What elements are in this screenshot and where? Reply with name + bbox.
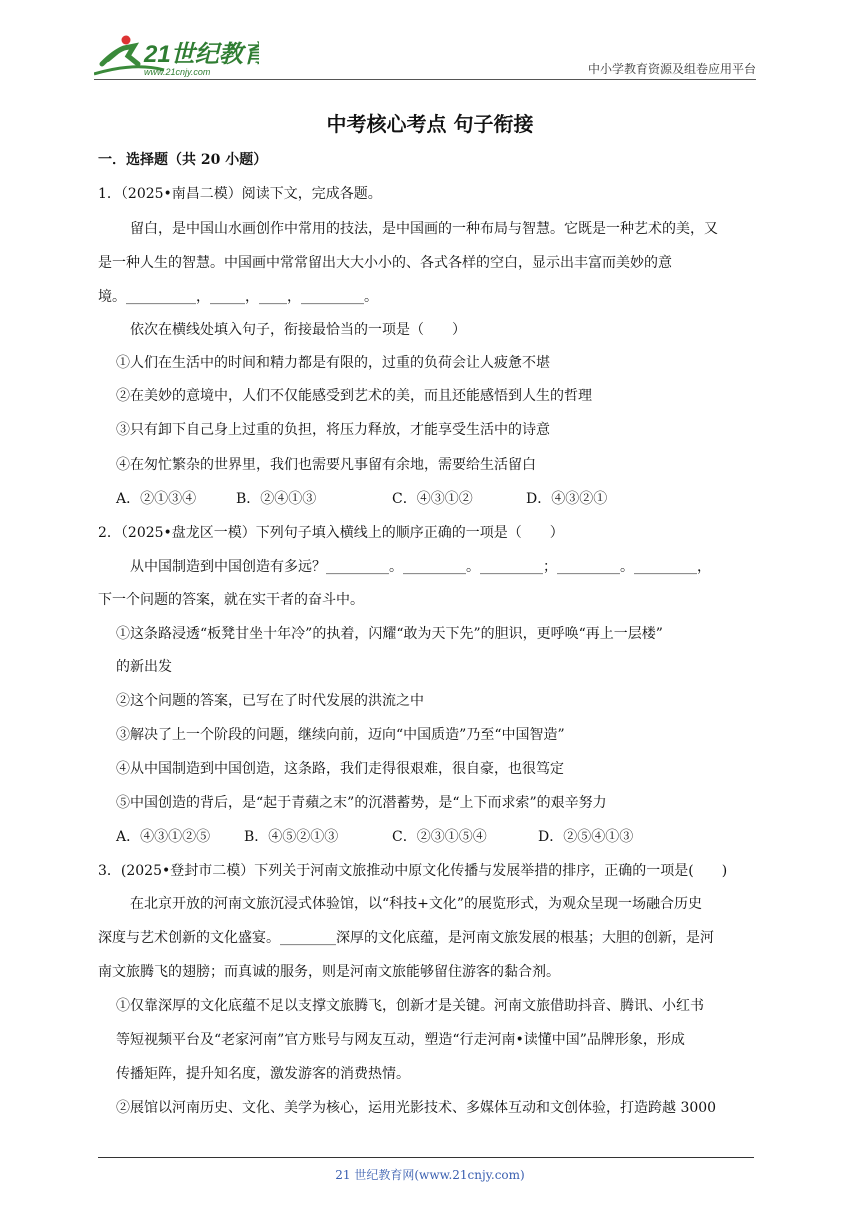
q3-sentence-1-cont: 传播矩阵，提升知名度，激发游客的消费热情。 — [116, 1066, 410, 1082]
page-header — [0, 0, 860, 80]
q1-choice-a[interactable]: A．②①③④ — [116, 491, 197, 507]
q2-passage-line: 下一个问题的答案，就在实干者的奋斗中。 — [98, 592, 364, 608]
header-divider — [94, 79, 756, 80]
q1-question: 依次在横线处填入句子，衔接最恰当的一项是（ ） — [130, 322, 466, 338]
q3-sentence-1-cont: 等短视频平台及“老家河南”官方账号与网友互动，塑造“行走河南•读懂中国”品牌形象，形成 — [116, 1032, 685, 1048]
q1-sentence-1: ①人们在生活中的时间和精力都是有限的，过重的负荷会让人疲惫不堪 — [116, 355, 550, 371]
q2-sentence-4: ④从中国制造到中国创造，这条路，我们走得很艰难，很自豪，也很笃定 — [116, 761, 564, 777]
platform-name: 中小学教育资源及组卷应用平台 — [587, 62, 756, 76]
q2-stem: 2．（2025•盘龙区一模）下列句子填入横线上的顺序正确的一项是（ ） — [98, 525, 564, 541]
q2-choice-c[interactable]: C．②③①⑤④ — [392, 829, 487, 845]
q1-sentence-3: ③只有卸下自己身上过重的负担，将压力释放，才能享受生活中的诗意 — [116, 422, 550, 438]
q3-sentence-1: ①仅靠深厚的文化底蕴不足以支撑文旅腾飞，创新才是关键。河南文旅借助抖音、腾讯、小红书 — [116, 998, 704, 1014]
q1-sentence-4: ④在匆忙繁杂的世界里，我们也需要凡事留有余地，需要给生活留白 — [116, 457, 536, 473]
q1-passage-line: 留白，是中国山水画创作中常用的技法，是中国画的一种布局与智慧。它既是一种艺术的美，又 — [130, 221, 718, 237]
runner-logo-icon — [94, 34, 259, 78]
q1-sentence-2: ②在美妙的意境中，人们不仅能感受到艺术的美，而且还能感悟到人生的哲理 — [116, 388, 592, 404]
q1-choices — [116, 489, 607, 509]
q2-choice-d[interactable]: D．②⑤④①③ — [538, 829, 634, 845]
q3-sentence-2: ②展馆以河南历史、文化、美学为核心，运用光影技术、多媒体互动和文创体验，打造跨越 3000 — [116, 1100, 717, 1116]
page-title: 中考核心考点 句子衔接 — [326, 112, 534, 136]
section-heading: 一．选择题（共 20 小题） — [98, 152, 268, 168]
q1-passage-line: 境。__________，_____，____，_________。 — [98, 289, 378, 305]
q1-choice-c[interactable]: C．④③①② — [392, 491, 473, 507]
q2-choice-a[interactable]: A．④③①②⑤ — [116, 829, 211, 845]
site-logo — [94, 34, 259, 78]
q2-sentence-1: ①这条路浸透“板凳甘坐十年冷”的执着，闪耀“敢为天下先”的胆识，更呼唤“再上一层楼” — [116, 626, 663, 642]
q3-passage-line: 南文旅腾飞的翅膀；而真诚的服务，则是河南文旅能够留住游客的黏合剂。 — [98, 964, 560, 980]
q1-stem: 1．（2025•南昌二模）阅读下文，完成各题。 — [98, 186, 382, 202]
q2-sentence-2: ②这个问题的答案，已写在了时代发展的洪流之中 — [116, 693, 424, 709]
q1-choice-d[interactable]: D．④③②① — [526, 491, 608, 507]
q1-passage-line: 是一种人生的智慧。中国画中常常留出大大小小的、各式各样的空白，显示出丰富而美妙的意 — [98, 255, 672, 271]
q3-passage-line: 深度与艺术创新的文化盛宴。________深厚的文化底蕴，是河南文旅发展的根基；大胆的创新，是河 — [98, 930, 714, 946]
svg-text:21世纪教育: 21世纪教育 — [144, 41, 259, 68]
svg-text:www.21cnjy.com: www.21cnjy.com — [144, 67, 211, 77]
q3-stem: 3．(2025•登封市二模）下列关于河南文旅推动中原文化传播与发展举措的排序，正确的一项是( ) — [98, 863, 728, 879]
q2-choices — [116, 827, 633, 847]
q2-sentence-3: ③解决了上一个阶段的问题，继续向前，迈向“中国质造”乃至“中国智造” — [116, 727, 565, 743]
page-footer[interactable]: 21 世纪教育网(www.21cnjy.com) — [335, 1168, 525, 1182]
q2-choice-b[interactable]: B．④⑤②①③ — [244, 829, 339, 845]
q3-passage-line: 在北京开放的河南文旅沉浸式体验馆，以“科技+文化”的展览形式，为观众呈现一场融合历史 — [130, 896, 703, 912]
q2-sentence-5: ⑤中国创造的背后，是“起于青蘋之末”的沉潜蓄势，是“上下而求索”的艰辛努力 — [116, 795, 607, 811]
q2-passage-line: 从中国制造到中国创造有多远？_________。_________。_________；_________。_________， — [130, 559, 711, 575]
q1-choice-b[interactable]: B．②④①③ — [236, 491, 317, 507]
q2-sentence-1-cont: 的新出发 — [116, 659, 172, 675]
footer-divider — [98, 1157, 754, 1158]
